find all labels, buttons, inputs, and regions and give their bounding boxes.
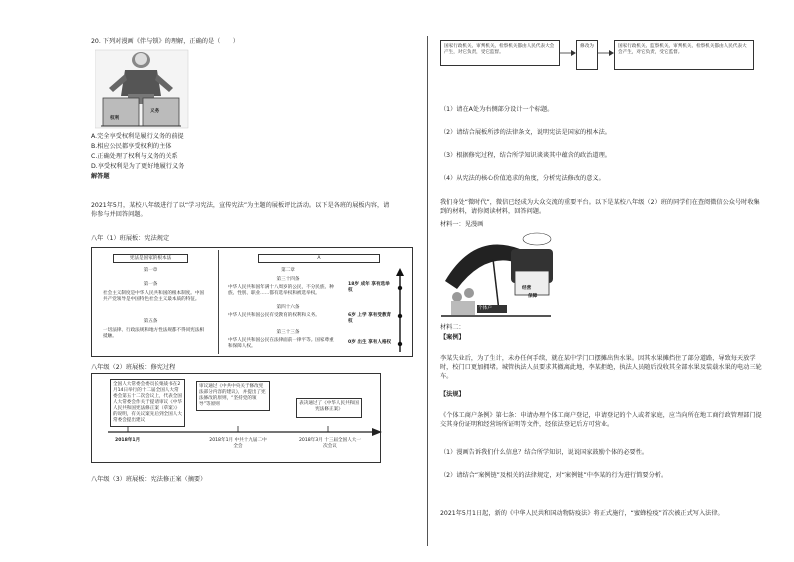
- umbrella-label: 权利: [452, 246, 462, 251]
- law-text: 《个体工商户条例》第七条：申请办理个体工商户登记，申请登记的个人或者家庭，应当向所在地工商行政管理部门提交其身份证明和经营场所证明等文件，经依法登记后方可营业。: [440, 412, 762, 428]
- material-2-label: 材料二：: [440, 324, 465, 331]
- option-d[interactable]: D.享受权利是为了更好地履行义务: [91, 163, 185, 170]
- cartoon-label-rights: 权利: [110, 116, 120, 121]
- age-0-label: 0岁 出生 享有人格权: [348, 340, 392, 345]
- column-divider: [427, 36, 428, 546]
- timeline-label-3: 2018年3月 十三届全国人大一次会议: [298, 438, 361, 449]
- intro-paragraph: 2021年5月，某校八年级进行了以“学习宪法，宣传宪法”为主题的展板评比活动。以下是各班的展板内容，请你参与并回答问题。: [91, 202, 390, 218]
- board2-note3: 表决通过了《中华人民共和国宪法修正案》: [296, 398, 362, 418]
- section-title: 解答题: [91, 173, 110, 180]
- board3-title: 八年级（3）班展板：宪法修正案（摘要）: [91, 476, 207, 483]
- material-question-1: （1）漫画告诉我们什么信息？结合所学知识，说说国家鼓励个体的必要性。: [440, 449, 649, 456]
- article1: 第一条: [143, 282, 158, 287]
- material-question-2: （2）请结合“案例链”及相关的法律规定，对“案例链”中李某的行为进行简要分析。: [440, 472, 668, 479]
- umbrella-cartoon: [437, 231, 567, 319]
- option-c[interactable]: C.正确处理了权利与义务的关系: [91, 153, 178, 160]
- flow-arrow-1: [560, 48, 576, 58]
- board1-title: 八年（1）班展板：宪法规定: [91, 235, 170, 242]
- material-intro: 我们身处“微时代”，微信已经成为大众交流的重要平台。以下是某校八年级（2）班的同学们在查阅微信公众号时收集到的材料，请你阅读材料，回答问题。: [440, 199, 760, 215]
- article34: 第三十四条: [276, 277, 300, 282]
- question-3: （3）根据修宪过程，结合所学知识谈谈其中蕴含的政治道理。: [440, 152, 611, 159]
- article46: 第四十六条: [276, 305, 300, 310]
- age-18-label: 18岁 成年 享有选举权: [348, 282, 390, 293]
- material-1-label: 材料一：见漫画: [440, 221, 484, 228]
- board2-note2: 审议通过《中共中央关于修改宪法部分内容的建议》，并提出了宪法修改的原则，“坚持党的领导”等原则: [196, 381, 270, 411]
- board2-title: 八年级（2）班展板：修宪过程: [91, 364, 176, 371]
- article33-text: 中华人民共和国公民在法律面前一律平等。国家尊重和保障人权。: [228, 338, 334, 349]
- option-a[interactable]: A.完全享受权利是履行义务的前提: [91, 133, 184, 140]
- flow-box-revised: 国家行政机关、监察机关、审判机关、检察机关都由人民代表大会产生，对它负责，受它监督。: [614, 40, 754, 70]
- article1-text: 社会主义制度是中华人民共和国的根本制度。中国共产党领导是中国特色社会主义最本质的特征。: [103, 291, 205, 302]
- board2-note1: 全国人大常委会委员长栗战书在2月14日举行的十二届全国人大常委会第五十二次会议上，代表全国人大常委会作关于提请审议《中华人民共和国宪法修正案（草案）》的说明，有关议案先后到全国人大常委会提出建议: [110, 379, 185, 427]
- board1-left-header: 宪法是国家的根本法: [113, 254, 188, 263]
- board1-right-header-a: A: [258, 254, 380, 263]
- age-6-label: 6岁 上学 享有受教育权: [348, 313, 392, 324]
- article5-text: 一切法律、行政法规和地方性法规都不得同宪法相抵触。: [103, 328, 205, 339]
- flow-arrow-2: [598, 48, 614, 58]
- timeline-label-2: 2018年1月 中共十九届二中全会: [209, 438, 267, 449]
- guarantee-label-2: 保障: [528, 294, 538, 299]
- case-title: 【案例】: [440, 334, 465, 341]
- question-20-stem: 20. 下列对漫画《伴与锁》的理解，正确的是（ ）: [91, 38, 239, 45]
- flow-box-modify: 修改为: [576, 40, 598, 70]
- shop-label: 个体户: [478, 306, 492, 311]
- timeline-label-1: 2018年1月: [115, 438, 141, 443]
- guarantee-label: 经营: [522, 286, 532, 291]
- age-arrow: [394, 268, 406, 354]
- case-text: 李某失业后，为了生计，未办任何手续，就在某中学门口摆摊出售水果。因其水果摊挡住了部分道路，导致每天放学时，校门口更加拥堵。城管执法人员要求其撤离此地，李某拒绝，执法人员随后没收其全部水果及装载水果的电动三轮车。: [440, 355, 762, 380]
- question-1: （1）请在A处为右侧部分设计一个标题。: [440, 106, 554, 113]
- chapter2: 第二章: [281, 268, 295, 273]
- closing-paragraph: 2021年5月1日起，新的《中华人民共和国动物防疫法》将正式施行，“蜜蜂检疫”首次被正式写入法律。: [440, 510, 724, 517]
- question-2: （2）请结合展板所涉的法律条文，说明宪法是国家的根本法。: [440, 129, 611, 136]
- flow-box-original: 国家行政机关、审判机关、检察机关都由人民代表大会产生，对它负责，受它监督。: [440, 40, 560, 66]
- article34-text: 中华人民共和国年满十八周岁的公民，不分民族、种族、性别、职业……都有选举权和被选举权。: [228, 285, 334, 296]
- article46-text: 中华人民共和国公民有受教育的权利和义务。: [228, 313, 320, 318]
- chapter1: 第一章: [143, 268, 158, 273]
- law-title: 【法规】: [440, 391, 465, 398]
- cartoon-label-duties: 义务: [150, 109, 160, 114]
- board1-divider: [218, 250, 219, 354]
- option-b[interactable]: B.相应公民都享受权利的主体: [91, 143, 172, 150]
- question-4: （4）从宪法的核心价值追求的角度，分析宪法修改的意义。: [440, 175, 605, 182]
- article33: 第三十三条: [276, 330, 300, 335]
- article5: 第五条: [143, 319, 158, 324]
